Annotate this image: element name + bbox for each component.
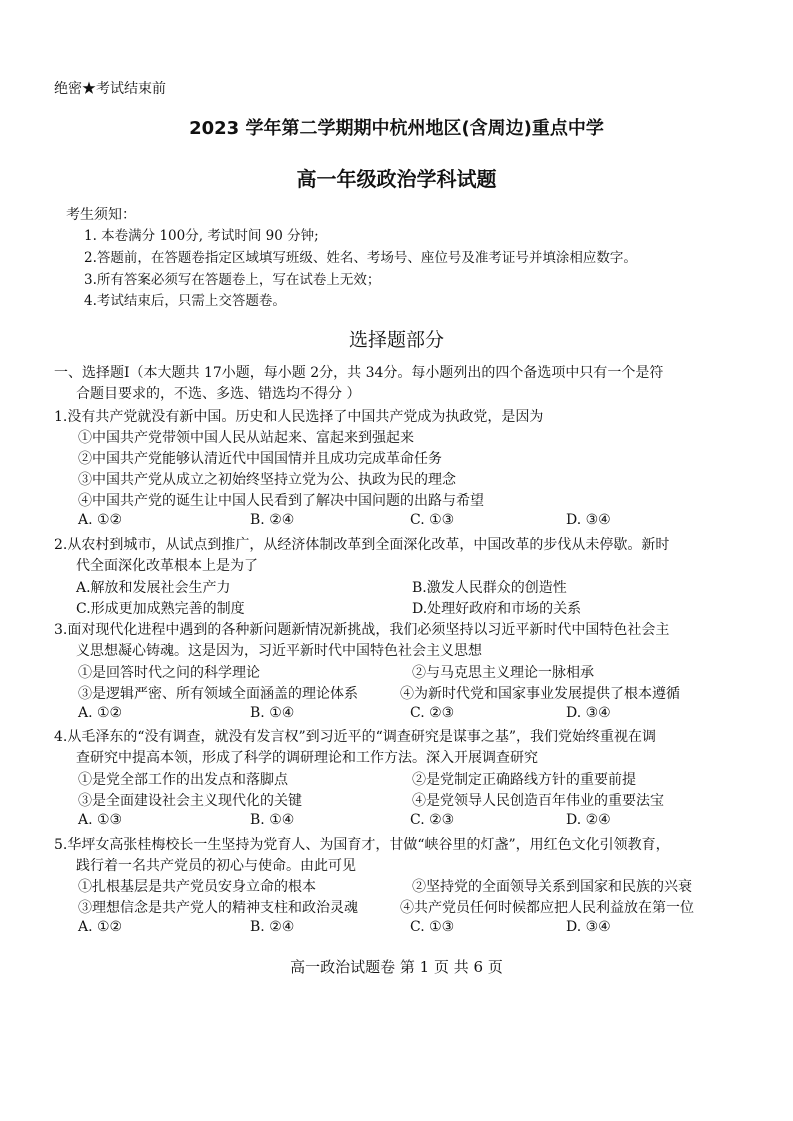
question-option: ③理想信念是共产党人的精神支柱和政治灵魂 [78, 900, 358, 916]
confidential-label: 绝密★考试结束前 [54, 81, 166, 97]
answer-choice-b: B. ①④ [250, 705, 295, 721]
question-option: ②是党制定正确路线方针的重要前提 [412, 772, 636, 788]
answer-choice-c: C. ②③ [410, 812, 455, 828]
notice-item: 2.答题前，在答题卷指定区域填写班级、姓名、考场号、座位号及准考证号并填涂相应数字。 [84, 250, 637, 266]
section-title: 选择题部分 [348, 329, 444, 351]
page-footer: 高一政治试题卷 第 1 页 共 6 页 [290, 958, 503, 976]
question-stem: 3.面对现代化进程中遇到的各种新问题新情况新挑战，我们必须坚持以习近平新时代中国特色社会主 [54, 622, 670, 638]
answer-choice-d: D. ②④ [566, 812, 611, 828]
answer-choice-d: D. ③④ [566, 705, 611, 721]
question-option: ②中国共产党能够认清近代中国国情并且成功完成革命任务 [78, 451, 442, 467]
answer-choice-d: D.处理好政府和市场的关系 [412, 601, 582, 617]
question-stem: 代全面深化改革根本上是为了 [76, 558, 258, 574]
question-option: ②坚持党的全面领导关系到国家和民族的兴衰 [412, 879, 692, 895]
answer-choice-d: D. ③④ [566, 919, 611, 935]
question-stem: 1.没有共产党就没有新中国。历史和人民选择了中国共产党成为执政党，是因为 [54, 409, 544, 425]
answer-choice-a: A.解放和发展社会生产力 [76, 580, 231, 596]
question-stem: 践行着一名共产党员的初心与使命。由此可见 [76, 858, 356, 874]
answer-choice-a: A. ①② [78, 919, 123, 935]
answer-choice-b: B. ②④ [250, 919, 295, 935]
question-stem: 5.华坪女高张桂梅校长一生坚持为党育人、为国育才，甘做“峡谷里的灯盏”，用红色文化引领教育， [54, 837, 670, 853]
question-option: ④是党领导人民创造百年伟业的重要法宝 [412, 793, 664, 809]
question-stem: 4.从毛泽东的“没有调查，就没有发言权”到习近平的“调查研究是谋事之基”，我们党始终重视在调 [54, 729, 656, 745]
exam-subtitle: 高一年级政治学科试题 [296, 167, 497, 191]
answer-choice-a: A. ①② [78, 512, 123, 528]
question-option: ④中国共产党的诞生让中国人民看到了解决中国问题的出路与希望 [78, 493, 484, 509]
question-option: ①扎根基层是共产党员安身立命的根本 [78, 879, 316, 895]
question-stem: 义思想凝心铸魂。这是因为，习近平新时代中国特色社会主义思想 [76, 643, 482, 659]
question-option: ①是党全部工作的出发点和落脚点 [78, 772, 288, 788]
notice-heading: 考生须知： [66, 207, 136, 223]
question-option: ③是全面建设社会主义现代化的关键 [78, 793, 302, 809]
notice-item: 4.考试结束后，只需上交答题卷。 [84, 293, 286, 309]
question-option: ③是逻辑严密、所有领域全面涵盖的理论体系 [78, 686, 358, 702]
answer-choice-a: A. ①② [78, 705, 123, 721]
notice-item: 1. 本卷满分 100分, 考试时间 90 分钟; [84, 228, 319, 244]
answer-choice-c: C.形成更加成熟完善的制度 [76, 601, 245, 617]
answer-choice-b: B.激发人民群众的创造性 [412, 580, 567, 596]
answer-choice-b: B. ①④ [250, 812, 295, 828]
part-instruction: 一、选择题Ⅰ（本大题共 17小题，每小题 2分，共 34分。每小题列出的四个备选项中只有一个是符 [54, 365, 664, 381]
answer-choice-b: B. ②④ [250, 512, 295, 528]
question-option: ②与马克思主义理论一脉相承 [412, 665, 594, 681]
question-stem: 2.从农村到城市，从试点到推广，从经济体制改革到全面深化改革，中国改革的步伐从未停歇。新时 [54, 537, 670, 553]
exam-title: 2023 学年第二学期期中杭州地区(含周边)重点中学 [189, 118, 604, 139]
answer-choice-c: C. ①③ [410, 919, 455, 935]
answer-choice-d: D. ③④ [566, 512, 611, 528]
answer-choice-c: C. ②③ [410, 705, 455, 721]
question-option: ④为新时代党和国家事业发展提供了根本遵循 [400, 686, 680, 702]
part-instruction: 合题目要求的，不选、多选、错选均不得分 ） [76, 386, 361, 402]
question-option: ③中国共产党从成立之初始终坚持立党为公、执政为民的理念 [78, 472, 456, 488]
answer-choice-a: A. ①③ [78, 812, 123, 828]
question-stem: 查研究中提高本领，形成了科学的调研理论和工作方法。深入开展调查研究 [76, 750, 538, 766]
question-option: ①是回答时代之问的科学理论 [78, 665, 260, 681]
answer-choice-c: C. ①③ [410, 512, 455, 528]
question-option: ④共产党员任何时候都应把人民利益放在第一位 [400, 900, 694, 916]
notice-item: 3.所有答案必须写在答题卷上，写在试卷上无效； [84, 272, 381, 288]
question-option: ①中国共产党带领中国人民从站起来、富起来到强起来 [78, 430, 414, 446]
